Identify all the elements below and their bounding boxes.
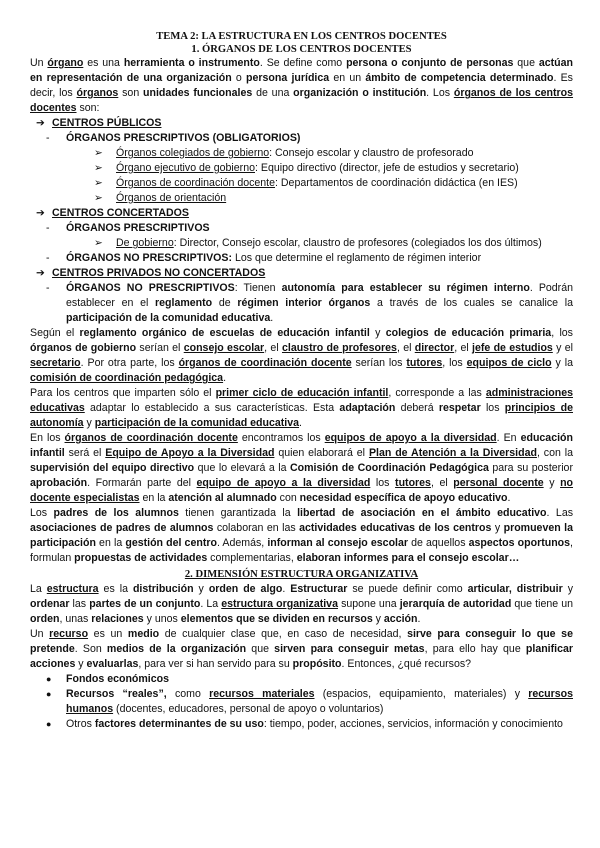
list-item: ● Otros factores determinantes de su uso: tiempo, poder, acciones, servicios, información y conocimiento [30,717,573,732]
list-item: ● Fondos económicos [30,672,573,687]
list-item: ➔ CENTROS PÚBLICOS [30,116,573,131]
paragraph-organo: Un órgano es una herramienta o instrumento. Se define como persona o conjunto de personas que actúan en representación de una organización o persona jurídica en un ámbito de competencia determinado. Es decir, los órganos son unidades funcionales de una organización o institución. Los órganos de los centros docentes son: [30,57,574,114]
recursos-list [30,672,573,732]
organos-list [30,116,573,326]
doc-title: TEMA 2: LA ESTRUCTURA EN LOS CENTROS DOCENTES [156,31,447,42]
paragraph-recurso: Un recurso es un medio de cualquier clase que, en caso de necesidad, sirve para conseguir lo que se pretende. Son medios de la organización que sirven para conseguir metas, para ello hay que planificar acciones y evaluarlas, para ver si han servido para su propósito. Entonces, ¿qué recursos? [30,628,574,670]
paragraph-estructura: La estructura es la distribución y orden de algo. Estructurar se puede definir como articular, distribuir y ordenar las partes de un conjunto. La estructura organizativa supone una jerarquía de autoridad que tiene un orden, unas relaciones y unos elementos que se dividen en recursos y acción. [30,583,574,625]
paragraph-padres: Los padres de los alumnos tienen garantizada la libertad de asociación en el ámbito educativo. Las asociaciones de padres de alumnos colaboran en las actividades educativas de los centros y promueven la participación en la gestión del centro. Además, informan al consejo escolar de aquellos aspectos oportunos, formulan propuestas de actividades complementarias, elaboran informes para el consejo escolar… [30,507,574,564]
paragraph-reglamento: Según el reglamento orgánico de escuelas de educación infantil y colegios de educación primaria, los órganos de gobierno serían el consejo escolar, el claustro de profesores, el director, el jefe de estudios y el secretario. Por otra parte, los órganos de coordinación docente serían los tutores, los equipos de ciclo y la comisión de coordinación pedagógica. [30,327,573,384]
list-item: ➢ Órganos colegiados de gobierno: Consejo escolar y claustro de profesorado [30,146,573,161]
document-page [30,30,573,732]
paragraph-coordinacion: En los órganos de coordinación docente encontramos los equipos de apoyo a la diversidad. En educación infantil será el Equipo de Apoyo a la Diversidad quien elaborará el Plan de Atención a la Diversidad, con la supervisión del equipo directivo que lo elevará a la Comisión de Coordinación Pedagógica para su posterior aprobación. Formarán parte del equipo de apoyo a la diversidad los tutores, el personal docente y no docente especialistas en la atención al alumnado con necesidad específica de apoyo educativo. [30,432,574,504]
list-item: ➢ Órganos de orientación [30,191,573,206]
paragraph-primer-ciclo: Para los centros que imparten sólo el primer ciclo de educación infantil, corresponde a las administraciones educativas adaptar lo establecido a sus características. Esta adaptación deberá respetar los principios de autonomía y participación de la comunidad educativa. [30,387,573,429]
list-item: - ÓRGANOS NO PRESCRIPTIVOS: Tienen autonomía para establecer su régimen interno. Podrán establecer en el reglamento de régimen interior órganos a través de los cuales se canalice la participación de la comunidad educativa. [30,281,573,326]
list-item: ➢ De gobierno: Director, Consejo escolar, claustro de profesores (colegiados los dos últimos) [30,236,573,251]
list-item: ➔ CENTROS CONCERTADOS [30,206,573,221]
list-item: - ÓRGANOS NO PRESCRIPTIVOS: Los que determine el reglamento de régimen interior [30,251,573,266]
list-item: ● Recursos “reales”, como recursos materiales (espacios, equipamiento, materiales) y recursos humanos (docentes, educadores, personal de apoyo o voluntarios) [30,687,573,717]
list-item: ➔ CENTROS PRIVADOS NO CONCERTADOS [30,266,573,281]
list-item: - ÓRGANOS PRESCRIPTIVOS [30,221,573,236]
section-2-title: 2. DIMENSIÓN ESTRUCTURA ORGANIZATIVA [184,569,419,580]
list-item: ➢ Órganos de coordinación docente: Departamentos de coordinación didáctica (en IES) [30,176,573,191]
list-item: - ÓRGANOS PRESCRIPTIVOS (OBLIGATORIOS) [30,131,573,146]
list-item: ➢ Órgano ejecutivo de gobierno: Equipo directivo (director, jefe de estudios y secretario) [30,161,573,176]
section-1-title: 1. ÓRGANOS DE LOS CENTROS DOCENTES [191,44,412,55]
